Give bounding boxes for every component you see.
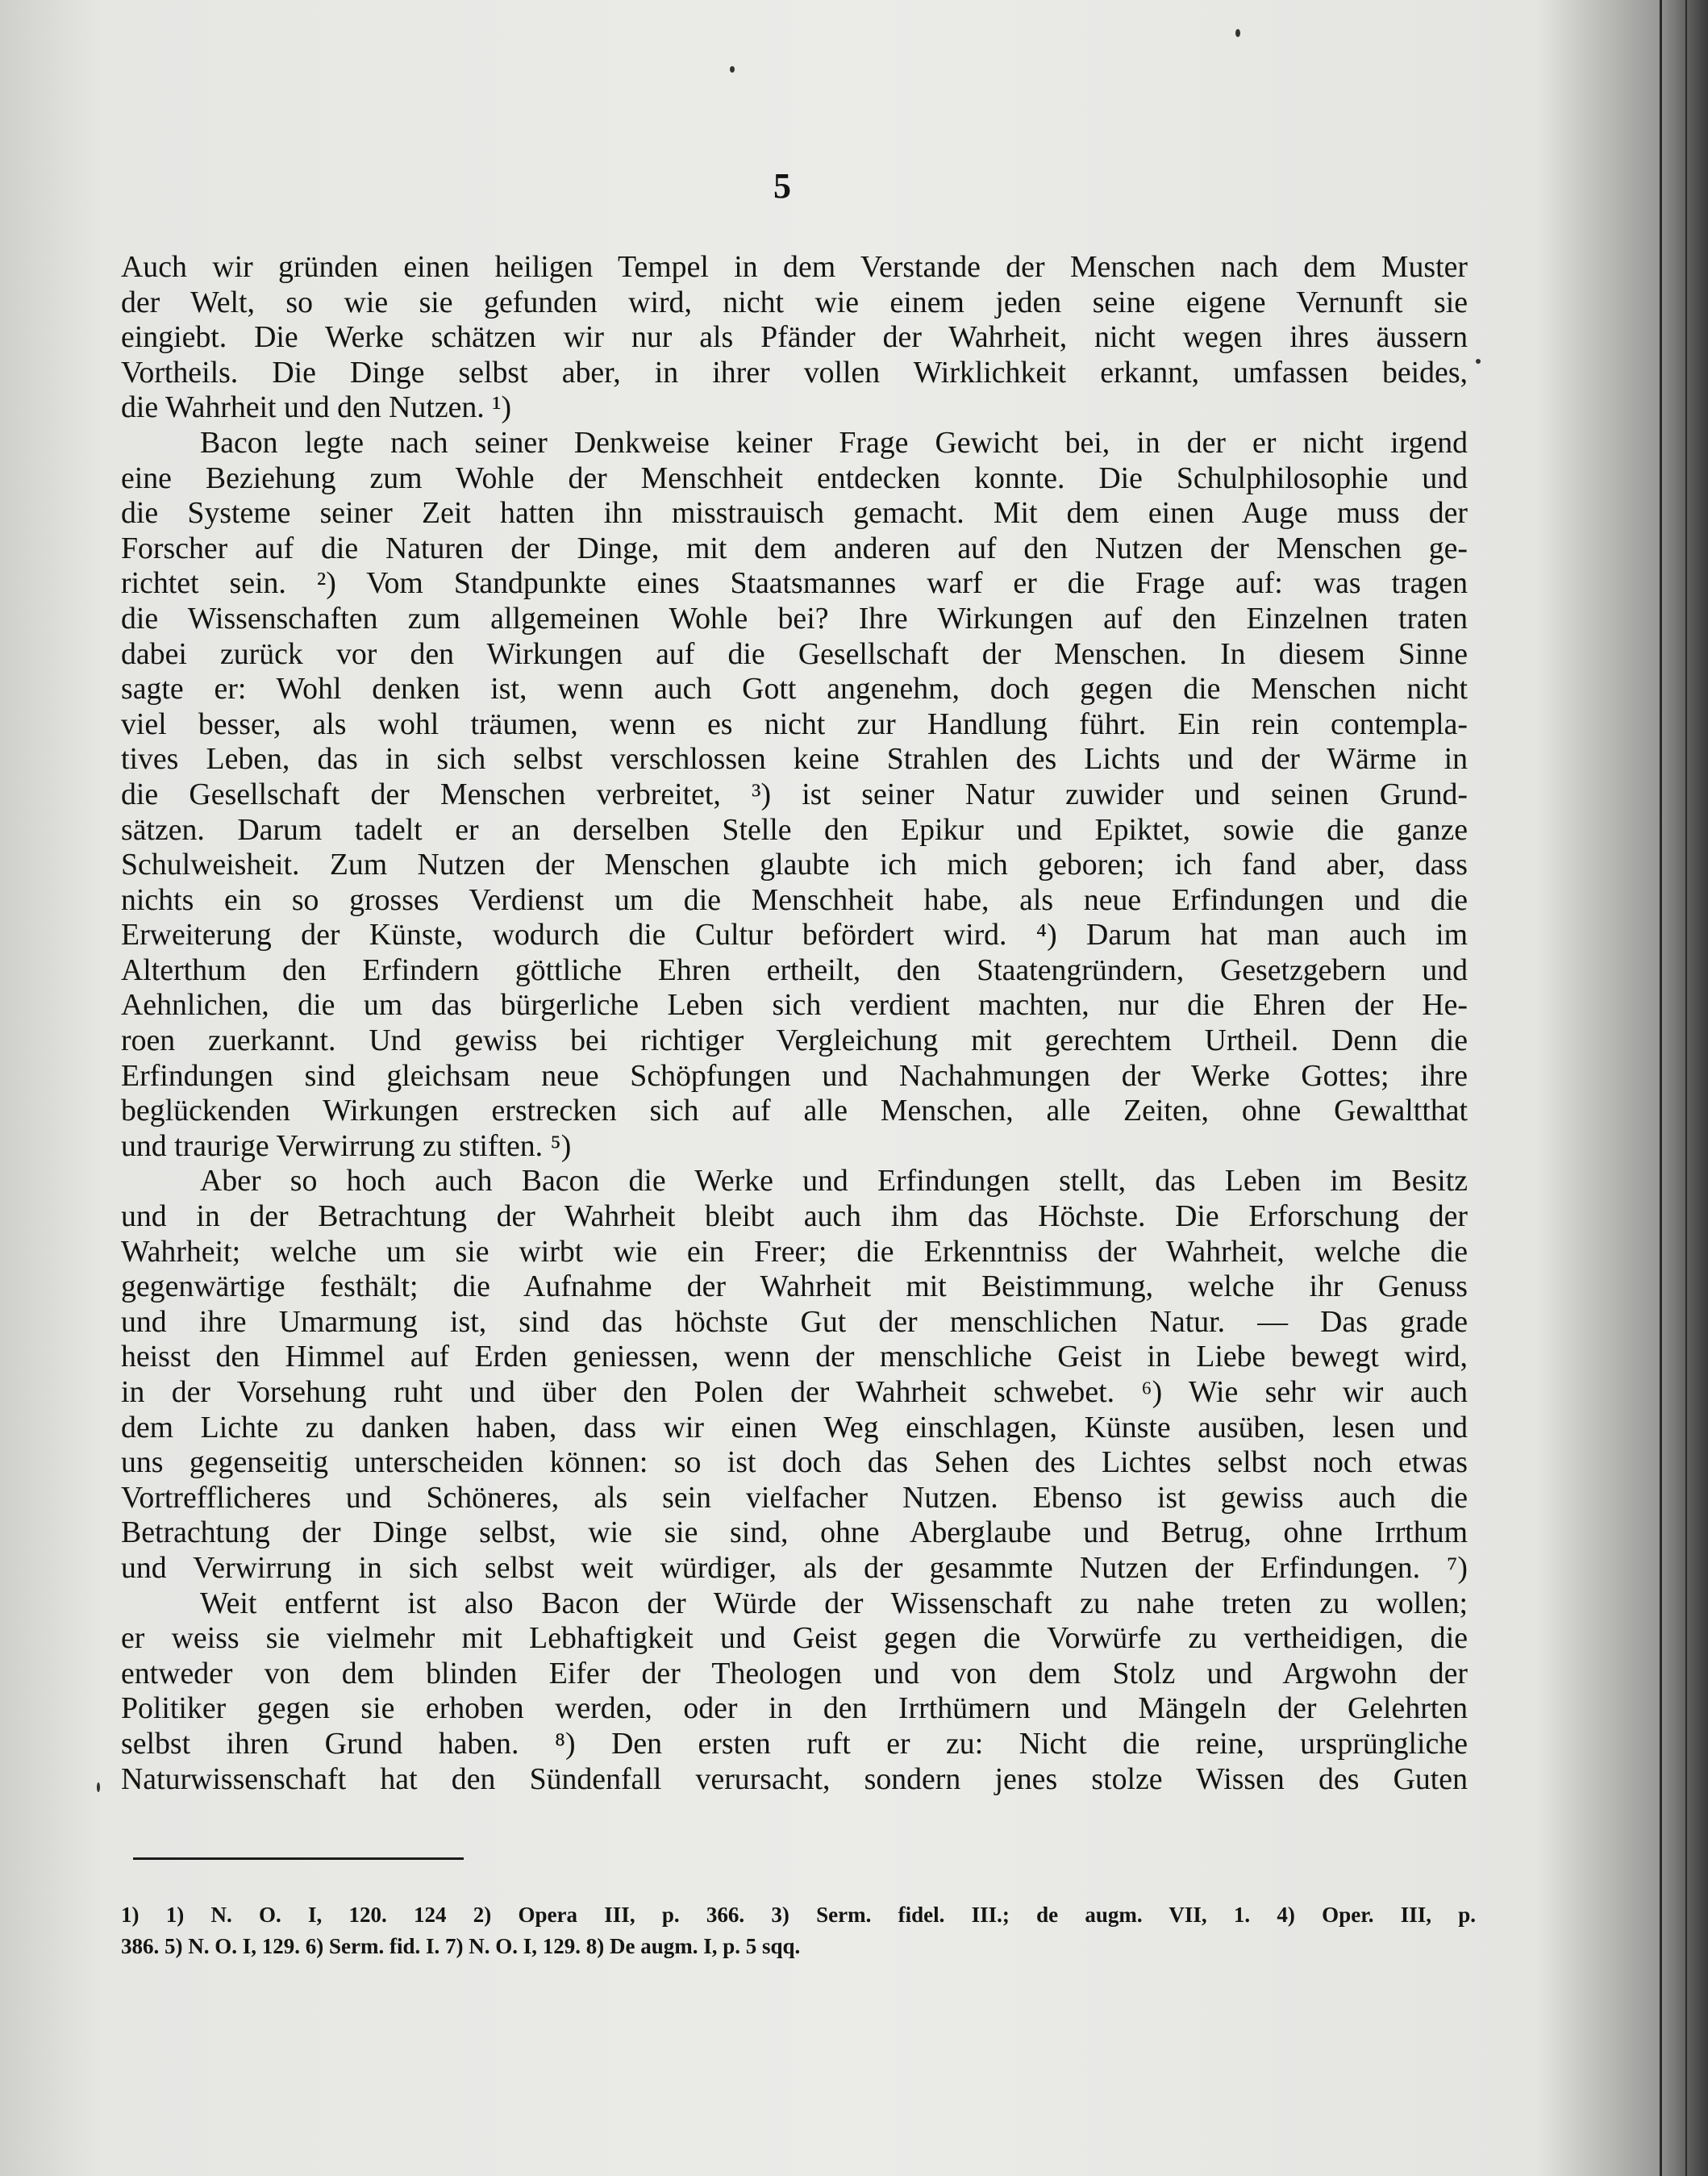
text-line: viel besser, als wohl träumen, wenn es nicht zur Handlung führt. Ein rein contempla- xyxy=(121,707,1468,741)
text-line: in der Vorsehung ruht und über den Polen der Wahrheit schwebet. ⁶) Wie sehr wir auch xyxy=(121,1375,1468,1409)
print-speck xyxy=(1235,29,1240,37)
text-line: und ihre Umarmung ist, sind das höchste Gut der menschlichen Natur. — Das grade xyxy=(121,1304,1468,1339)
text-line: die Wahrheit und den Nutzen. ¹) xyxy=(121,390,512,425)
text-line: Bacon legte nach seiner Denkweise keiner Frage Gewicht bei, in der er nicht irgend xyxy=(200,425,1468,460)
text-line: er weiss sie vielmehr mit Lebhaftigkeit und Geist gegen die Vorwürfe zu vertheidigen, die xyxy=(121,1621,1468,1656)
print-speck xyxy=(97,1782,100,1792)
page-number: 5 xyxy=(773,166,791,206)
text-line: Aehnlichen, die um das bürgerliche Leben sich verdient machten, nur die Ehren der He- xyxy=(121,988,1468,1023)
footnote-line: 386. 5) N. O. I, 129. 6) Serm. fid. I. 7) N. O. I, 129. 8) De augm. I, p. 5 sqq. xyxy=(121,1934,801,1958)
text-line: gegenwärtige festhält; die Aufnahme der Wahrheit mit Beistimmung, welche ihr Genuss xyxy=(121,1269,1468,1304)
print-speck xyxy=(1476,359,1481,364)
text-line: Betrachtung der Dinge selbst, wie sie sind, ohne Aberglaube und Betrug, ohne Irrthum xyxy=(121,1515,1468,1550)
text-line: Alterthum den Erfindern göttliche Ehren ertheilt, den Staatengründern, Gesetzgebern und xyxy=(121,953,1468,987)
text-line: die Wissenschaften zum allgemeinen Wohle bei? Ihre Wirkungen auf den Einzelnen traten xyxy=(121,601,1468,636)
text-line: roen zuerkannt. Und gewiss bei richtiger Vergleichung mit gerechtem Urtheil. Denn die xyxy=(121,1023,1468,1058)
page-edge-line-outer xyxy=(1685,0,1687,2176)
text-line: Politiker gegen sie erhoben werden, oder in den Irrthümern und Mängeln der Gelehrten xyxy=(121,1691,1468,1726)
text-line: Vortheils. Die Dinge selbst aber, in ihrer vollen Wirklichkeit erkannt, umfassen beides, xyxy=(121,355,1468,390)
text-line: heisst den Himmel auf Erden geniessen, wenn der menschliche Geist in Liebe bewegt wird, xyxy=(121,1340,1468,1374)
text-line: eine Beziehung zum Wohle der Menschheit entdecken konnte. Die Schulphilosophie und xyxy=(121,461,1468,495)
text-line: nichts ein so grosses Verdienst um die Menschheit habe, als neue Erfindungen und die xyxy=(121,882,1468,917)
text-line: der Welt, so wie sie gefunden wird, nicht wie einem jeden seine eigene Vernunft sie xyxy=(121,285,1468,319)
footnote-line: 1) 1) N. O. I, 120. 124 2) Opera III, p. 366. 3) Serm. fidel. III.; de augm. VII, 1. 4) Oper. III, p. xyxy=(121,1903,1476,1927)
text-line: uns gegenseitig unterscheiden können: so ist doch das Sehen des Lichtes selbst noch etwas xyxy=(121,1445,1468,1480)
text-line: dabei zurück vor den Wirkungen auf die Gesellschaft der Menschen. In diesem Sinne xyxy=(121,636,1468,671)
text-line: selbst ihren Grund haben. ⁸) Den ersten ruft er zu: Nicht die reine, ursprüngliche xyxy=(121,1726,1468,1761)
text-line: beglückenden Wirkungen erstrecken sich auf alle Menschen, alle Zeiten, ohne Gewaltthat xyxy=(121,1094,1468,1128)
footnote-rule xyxy=(133,1857,464,1860)
text-line: Aber so hoch auch Bacon die Werke und Erfindungen stellt, das Leben im Besitz xyxy=(200,1164,1468,1198)
text-line: Weit entfernt ist also Bacon der Würde der Wissenschaft zu nahe treten zu wollen; xyxy=(200,1586,1468,1620)
text-line: und traurige Verwirrung zu stiften. ⁵) xyxy=(121,1128,572,1163)
text-line: sätzen. Darum tadelt er an derselben Stelle den Epikur und Epiktet, sowie die ganze xyxy=(121,812,1468,847)
text-line: Wahrheit; welche um sie wirbt wie ein Freer; die Erkenntniss der Wahrheit, welche die xyxy=(121,1234,1468,1269)
body-text xyxy=(121,250,1468,1797)
text-line: dem Lichte zu danken haben, dass wir einen Weg einschlagen, Künste ausüben, lesen und xyxy=(121,1410,1468,1444)
footnotes xyxy=(121,1899,1476,1962)
text-line: richtet sein. ²) Vom Standpunkte eines Staatsmannes warf er die Frage auf: was tragen xyxy=(121,566,1468,601)
text-line: die Gesellschaft der Menschen verbreitet, ³) ist seiner Natur zuwider und seinen Grund- xyxy=(121,777,1468,811)
text-line: und Verwirrung in sich selbst weit würdiger, als der gesammte Nutzen der Erfindungen. ⁷) xyxy=(121,1550,1468,1585)
text-line: tives Leben, das in sich selbst verschlossen keine Strahlen des Lichts und der Wärme in xyxy=(121,742,1468,777)
text-line: Forscher auf die Naturen der Dinge, mit dem anderen auf den Nutzen der Menschen ge- xyxy=(121,531,1468,565)
text-line: Erfindungen sind gleichsam neue Schöpfungen und Nachahmungen der Werke Gottes; ihre xyxy=(121,1058,1468,1093)
text-line: sagte er: Wohl denken ist, wenn auch Gott angenehm, doch gegen die Menschen nicht xyxy=(121,672,1468,707)
text-line: Schulweisheit. Zum Nutzen der Menschen glaubte ich mich geboren; ich fand aber, dass xyxy=(121,848,1468,882)
text-line: Auch wir gründen einen heiligen Tempel in dem Verstande der Menschen nach dem Muster xyxy=(121,250,1468,284)
text-line: Vortrefflicheres und Schöneres, als sein vielfacher Nutzen. Ebenso ist gewiss auch die xyxy=(121,1480,1468,1515)
text-line: die Systeme seiner Zeit hatten ihn misstrauisch gemacht. Mit dem einen Auge muss der xyxy=(121,496,1468,531)
text-line: Erweiterung der Künste, wodurch die Cultur befördert wird. ⁴) Darum hat man auch im xyxy=(121,918,1468,953)
page-edge-line xyxy=(1660,0,1662,2176)
print-speck xyxy=(730,66,735,73)
text-line: und in der Betrachtung der Wahrheit bleibt auch ihm das Höchste. Die Erforschung der xyxy=(121,1199,1468,1234)
text-line: eingiebt. Die Werke schätzen wir nur als Pfänder der Wahrheit, nicht wegen ihres äussern xyxy=(121,320,1468,355)
text-line: Naturwissenschaft hat den Sündenfall verursacht, sondern jenes stolze Wissen des Guten xyxy=(121,1761,1468,1796)
text-line: entweder von dem blinden Eifer der Theologen und von dem Stolz und Argwohn der xyxy=(121,1656,1468,1690)
